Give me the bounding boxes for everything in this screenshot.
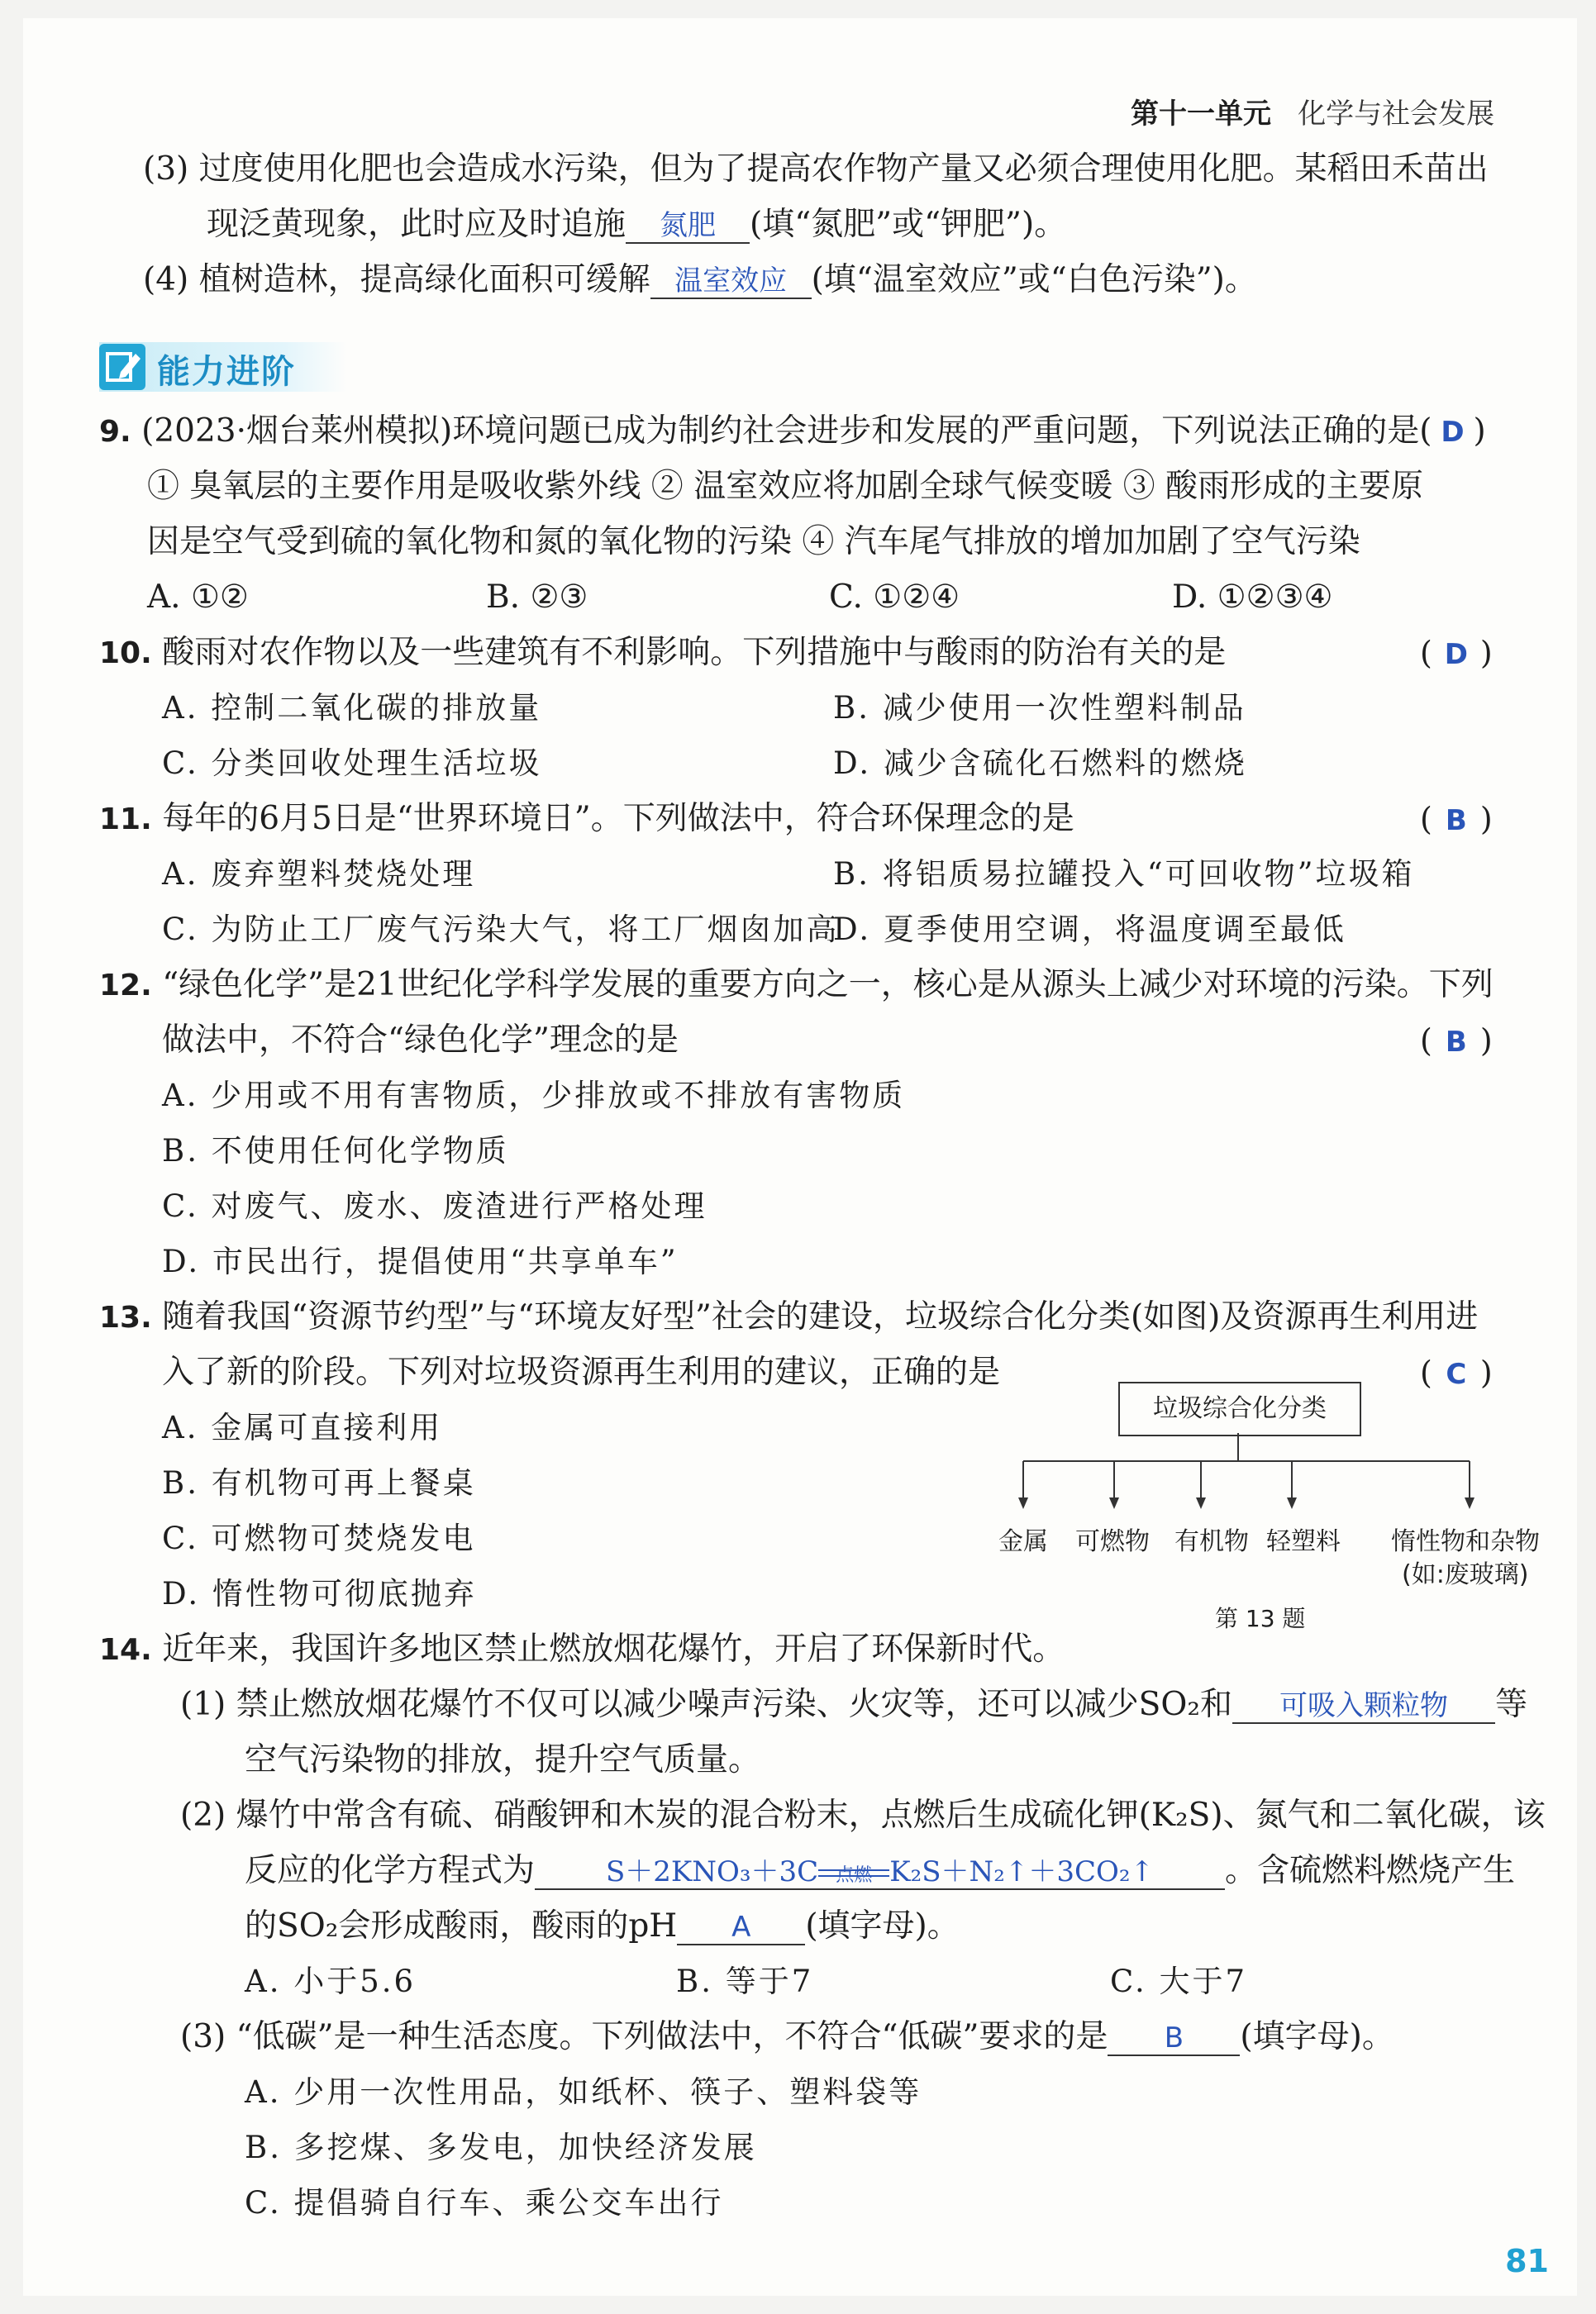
q14-p3-option-a[interactable]: A. 少用一次性用品，如纸杯、筷子、塑料袋等 — [245, 2074, 922, 2110]
q11-answer: ( B ) — [1420, 798, 1493, 841]
q10-stem: 10. 酸雨对农作物以及一些建筑有不利影响。下列措施中与酸雨的防治有关的是 — [99, 634, 1227, 671]
question-number: 13. — [99, 1301, 152, 1335]
q9-option-b[interactable]: B. ②③ — [486, 578, 588, 616]
q13-line2: 入了新的阶段。下列对垃圾资源再生利用的建议，正确的是 — [162, 1354, 1001, 1391]
figure-leaf: 有机物 — [1174, 1527, 1249, 1556]
q14-p2-option-a[interactable]: A. 小于5.6 — [245, 1964, 417, 1999]
page-number: 81 — [1505, 2243, 1549, 2279]
q10-option-d[interactable]: D. 减少含硫化石燃料的燃烧 — [833, 745, 1247, 781]
q10-answer: ( D ) — [1420, 632, 1493, 675]
q14-p2-option-c[interactable]: C. 大于7 — [1110, 1964, 1248, 1999]
q12-line1: 12. “绿色化学”是21世纪化学科学发展的重要方向之一，核心是从源头上减少对环境的污染。下列 — [99, 966, 1494, 1003]
q11-option-b[interactable]: B. 将铝质易拉罐投入“可回收物”垃圾箱 — [833, 856, 1415, 892]
q14-p2-line1: (2) 爆竹中常含有硫、硝酸钾和木炭的混合粉末，点燃后生成硫化钾(K₂S)、氮气和二氧化碳，该 — [180, 1797, 1546, 1834]
answer-blank[interactable] — [1108, 2021, 1240, 2056]
figure-leaf: 金属 — [998, 1527, 1048, 1556]
q9-line1: 9. (2023·烟台莱州模拟)环境问题已成为制约社会进步和发展的严重问题，下列说法正确的是( D ) — [99, 411, 1486, 453]
figure-tree-lines — [998, 1433, 1494, 1524]
prev-q3-line1: (3) 过度使用化肥也会造成水污染，但为了提高农作物产量又必须合理使用化肥。某稻田禾苗出 — [143, 150, 1489, 188]
pencil-icon — [99, 344, 145, 390]
q14-p3-option-b[interactable]: B. 多挖煤、多发电，加快经济发展 — [245, 2130, 757, 2165]
page-header — [1131, 91, 1494, 131]
figure-leaf: 惰性物和杂物 — [1391, 1527, 1540, 1556]
q12-option-b[interactable]: B. 不使用任何化学物质 — [162, 1133, 509, 1169]
chapter-title: 第十一单元 — [1131, 98, 1271, 131]
answer-blank[interactable] — [677, 1910, 805, 1945]
answer-text: D — [1444, 638, 1468, 671]
q11-option-a[interactable]: A. 废弃塑料焚烧处理 — [162, 856, 476, 892]
figure-leaf: 可燃物 — [1075, 1527, 1150, 1556]
figure-leaf: 轻塑料 — [1266, 1527, 1341, 1556]
answer-text: B — [1445, 804, 1467, 837]
q9-option-d[interactable]: D. ①②③④ — [1172, 578, 1333, 616]
answer-text: C — [1446, 1358, 1467, 1391]
figure-caption: 第 13 题 — [1215, 1605, 1306, 1632]
question-number: 9. — [99, 415, 131, 449]
question-number: 11. — [99, 802, 152, 836]
q12-option-c[interactable]: C. 对废气、废水、废渣进行严格处理 — [162, 1188, 707, 1224]
answer-text: D — [1441, 416, 1465, 449]
page — [23, 18, 1577, 2296]
answer-blank[interactable] — [626, 208, 750, 244]
q13-option-b[interactable]: B. 有机物可再上餐桌 — [162, 1465, 476, 1501]
answer-blank[interactable] — [650, 264, 812, 299]
q14-p2-option-b[interactable]: B. 等于7 — [676, 1964, 814, 1999]
figure-root-box: 垃圾综合化分类 — [1118, 1382, 1361, 1436]
section-banner — [99, 342, 347, 392]
answer-text: 可吸入颗粒物 — [1279, 1689, 1448, 1722]
answer-text: B — [1445, 1026, 1467, 1059]
q13-option-c[interactable]: C. 可燃物可焚烧发电 — [162, 1521, 476, 1556]
q11-option-c[interactable]: C. 为防止工厂废气污染大气，将工厂烟囱加高 — [162, 912, 840, 947]
answer-blank[interactable] — [1232, 1688, 1495, 1724]
q12-option-a[interactable]: A. 少用或不用有害物质，少排放或不排放有害物质 — [162, 1078, 906, 1113]
q10-option-b[interactable]: B. 减少使用一次性塑料制品 — [833, 690, 1246, 726]
q13-answer: ( C ) — [1420, 1352, 1493, 1395]
prev-q4-line: (4) 植树造林，提高绿化面积可缓解 温室效应 (填“温室效应”或“白色污染”)。 — [143, 261, 1257, 298]
equation-blank[interactable] — [535, 1855, 1225, 1890]
q14-p1-line1: (1) 禁止燃放烟花爆竹不仅可以减少噪声污染、火灾等，还可以减少SO₂和 可吸入颗粒物 等 — [180, 1686, 1527, 1723]
q14-intro: 14. 近年来，我国许多地区禁止燃放烟花爆竹，开启了环保新时代。 — [99, 1631, 1065, 1668]
q12-line2: 做法中，不符合“绿色化学”理念的是 — [162, 1021, 679, 1059]
prev-q3-line2: 现泛黄现象，此时应及时追施 氮肥 (填“氮肥”或“钾肥”)。 — [207, 206, 1067, 243]
q13-option-d[interactable]: D. 惰性物可彻底抛弃 — [162, 1576, 477, 1612]
q12-option-d[interactable]: D. 市民出行，提倡使用“共享单车” — [162, 1244, 679, 1279]
q12-answer: ( B ) — [1420, 1020, 1493, 1063]
section-title: 能力进阶 — [157, 353, 296, 391]
equation-right: K₂S＋N₂↑＋3CO₂↑ — [889, 1855, 1155, 1888]
q10-option-a[interactable]: A. 控制二氧化碳的排放量 — [162, 690, 542, 726]
q14-p2-line3: 的SO₂会形成酸雨，酸雨的pH A (填字母)。 — [245, 1907, 960, 1945]
q13-line1: 13. 随着我国“资源节约型”与“环境友好型”社会的建设，垃圾综合化分类(如图)及资源再生利用进 — [99, 1298, 1479, 1336]
question-number: 14. — [99, 1633, 152, 1667]
answer-text: 氮肥 — [660, 209, 717, 242]
answer-text: B — [1164, 2021, 1184, 2055]
answer-text: 温室效应 — [674, 264, 788, 298]
q9-option-a[interactable]: A. ①② — [147, 578, 249, 616]
q14-p3-option-c[interactable]: C. 提倡骑自行车、乘公交车出行 — [245, 2185, 724, 2221]
q14-p1-line2: 空气污染物的排放，提升空气质量。 — [245, 1741, 761, 1778]
q10-option-c[interactable]: C. 分类回收处理生活垃圾 — [162, 745, 542, 781]
q9-line2: ① 臭氧层的主要作用是吸收紫外线 ② 温室效应将加剧全球气候变暖 ③ 酸雨形成的主要原 — [147, 468, 1423, 505]
q9-option-c[interactable]: C. ①②④ — [829, 578, 960, 616]
q13-option-a[interactable]: A. 金属可直接利用 — [162, 1410, 443, 1445]
q11-option-d[interactable]: D. 夏季使用空调，将温度调至最低 — [833, 912, 1346, 947]
q11-stem: 11. 每年的6月5日是“世界环境日”。下列做法中，符合环保理念的是 — [99, 800, 1074, 837]
equation-left: S＋2KNO₃＋3C — [605, 1855, 819, 1888]
q14-p2-line2: 反应的化学方程式为 S＋2KNO₃＋3C 点燃 K₂S＋N₂↑＋3CO₂↑ 。含硫燃料燃烧产生 — [245, 1850, 1515, 1892]
chapter-subtitle: 化学与社会发展 — [1298, 98, 1495, 131]
q9-line3: 因是空气受到硫的氧化物和氮的氧化物的污染 ④ 汽车尾气排放的增加加剧了空气污染 — [147, 523, 1360, 560]
answer-text: A — [731, 1911, 751, 1944]
figure-note: (如:废玻璃) — [1402, 1560, 1529, 1589]
q14-p3-line: (3) “低碳”是一种生活态度。下列做法中，不符合“低碳”要求的是 B (填字母)。 — [180, 2018, 1394, 2055]
question-number: 12. — [99, 969, 152, 1002]
question-number: 10. — [99, 636, 152, 670]
equation-condition: 点燃 — [836, 1865, 873, 1886]
